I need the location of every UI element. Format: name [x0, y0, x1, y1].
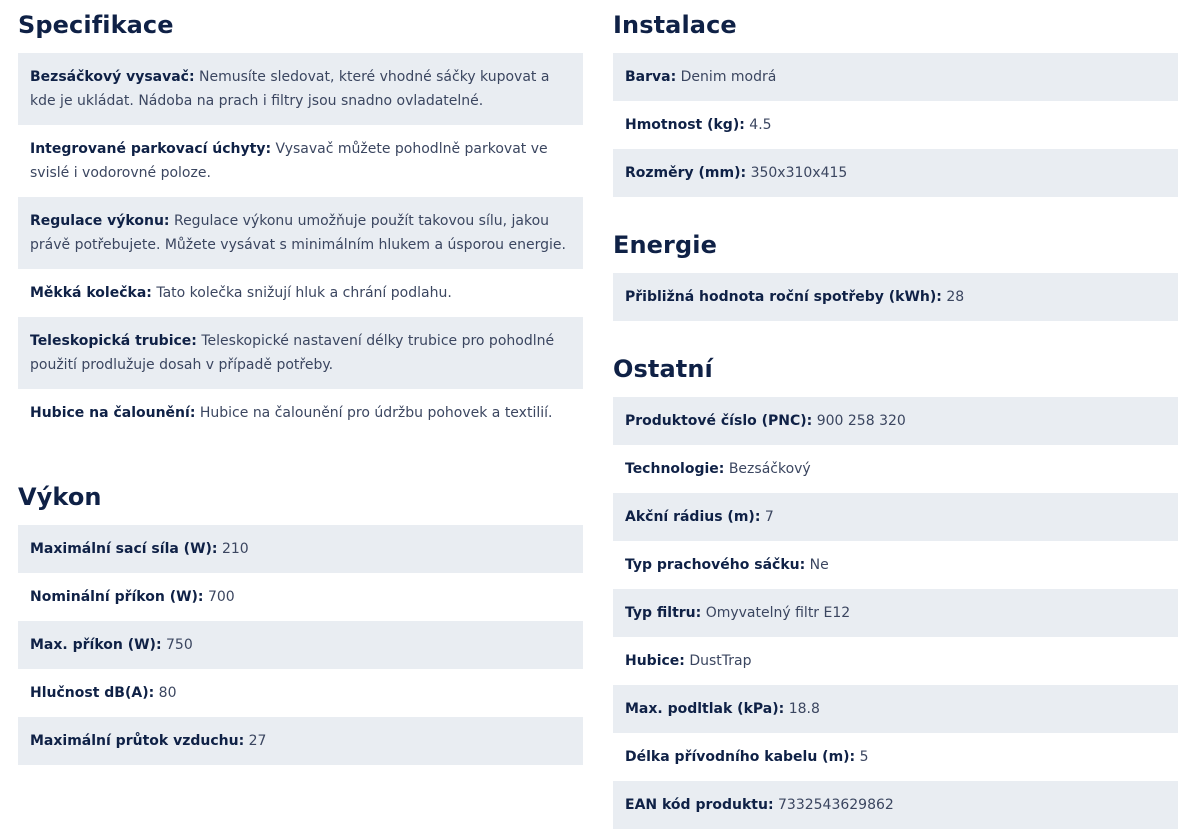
spec-value: Denim modrá [680, 69, 777, 85]
spec-key: Regulace výkonu: [30, 213, 170, 229]
spec-key: Hubice na čalounění: [30, 405, 196, 421]
spec-row [613, 149, 1178, 197]
spec-list-specifikace [18, 53, 583, 437]
section-title-instalace: Instalace [613, 11, 737, 39]
spec-value: 28 [946, 289, 965, 305]
spec-key: Přibližná hodnota roční spotřeby (kWh): [625, 289, 942, 305]
spec-row [613, 733, 1178, 781]
spec-row [18, 669, 583, 717]
spec-value: DustTrap [689, 653, 752, 669]
spec-list-ostatni [613, 397, 1178, 829]
spec-row [18, 389, 583, 437]
spec-row [613, 53, 1178, 101]
section-spacer [613, 321, 1178, 344]
spec-value: Tato kolečka snižují hluk a chrání podlahu. [156, 285, 452, 301]
spec-row [18, 197, 583, 269]
spec-key: Produktové číslo (PNC): [625, 413, 813, 429]
spec-value: 4.5 [749, 117, 772, 133]
spec-row [613, 781, 1178, 829]
spec-key: Max. podltlak (kPa): [625, 701, 785, 717]
spec-key: Hmotnost (kg): [625, 117, 745, 133]
right-column [613, 0, 1178, 829]
spec-row [18, 525, 583, 573]
spec-row [613, 101, 1178, 149]
spec-key: Typ filtru: [625, 605, 702, 621]
spec-key: Typ prachového sáčku: [625, 557, 806, 573]
spec-row [18, 125, 583, 197]
spec-row [613, 541, 1178, 589]
section-spacer [613, 197, 1178, 220]
spec-row [18, 53, 583, 125]
spec-key: Hubice: [625, 653, 685, 669]
spec-key: Teleskopická trubice: [30, 333, 197, 349]
spec-value: Vysavač můžete pohodlně parkovat ve svislé i vodorovné poloze. [30, 141, 548, 181]
spec-list-vykon [18, 525, 583, 765]
spec-key: Barva: [625, 69, 677, 85]
spec-row [18, 317, 583, 389]
spec-list-energie [613, 273, 1178, 321]
spec-value: 7 [764, 509, 774, 525]
spec-value: Nemusíte sledovat, které vhodné sáčky kupovat a kde je ukládat. Nádoba na prach i filtry jsou snadno ovladatelné. [30, 69, 550, 109]
spec-value: Omyvatelný filtr E12 [705, 605, 851, 621]
spec-value: 750 [166, 637, 193, 653]
section-title-energie: Energie [613, 231, 717, 259]
spec-key: Bezsáčkový vysavač: [30, 69, 195, 85]
spec-value: Ne [809, 557, 829, 573]
section-title-specifikace: Specifikace [18, 11, 174, 39]
spec-value: Regulace výkonu umožňuje použít takovou sílu, jakou právě potřebujete. Můžete vysávat s minimálním hlukem a úsporou energie. [30, 213, 566, 253]
spec-row [613, 445, 1178, 493]
spec-row [613, 493, 1178, 541]
spec-value: 80 [158, 685, 177, 701]
spec-row [18, 717, 583, 765]
spec-key: Akční rádius (m): [625, 509, 761, 525]
spec-value: 900 258 320 [816, 413, 906, 429]
spec-row [18, 573, 583, 621]
spec-key: Délka přívodního kabelu (m): [625, 749, 856, 765]
spec-value: Hubice na čalounění pro údržbu pohovek a textilií. [199, 405, 553, 421]
spec-value: Bezsáčkový [728, 461, 811, 477]
spec-row [18, 269, 583, 317]
spec-row [613, 273, 1178, 321]
section-title-vykon: Výkon [18, 483, 102, 511]
spec-value: 210 [221, 541, 249, 557]
spec-value: 350x310x415 [750, 165, 848, 181]
spec-row [613, 397, 1178, 445]
spec-key: Integrované parkovací úchyty: [30, 141, 272, 157]
spec-value: 27 [248, 733, 267, 749]
spec-row [613, 637, 1178, 685]
spec-key: Maximální sací síla (W): [30, 541, 218, 557]
spec-value: 5 [859, 749, 869, 765]
left-column [18, 0, 583, 765]
spec-row [18, 621, 583, 669]
section-title-ostatni: Ostatní [613, 355, 713, 383]
spec-row [613, 685, 1178, 733]
spec-value: Teleskopické nastavení délky trubice pro pohodlné použití prodlužuje dosah v případě potřeby. [30, 333, 555, 373]
spec-row [613, 589, 1178, 637]
spec-list-instalace [613, 53, 1178, 197]
spec-key: EAN kód produktu: [625, 797, 774, 813]
spec-key: Měkká kolečka: [30, 285, 152, 301]
spec-key: Maximální průtok vzduchu: [30, 733, 245, 749]
spec-key: Rozměry (mm): [625, 165, 747, 181]
spec-value: 18.8 [788, 701, 820, 717]
spec-value: 7332543629862 [778, 797, 894, 813]
spec-key: Nominální příkon (W): [30, 589, 204, 605]
spec-key: Technologie: [625, 461, 725, 477]
spec-value: 700 [207, 589, 235, 605]
spec-key: Max. příkon (W): [30, 637, 162, 653]
section-spacer [18, 437, 583, 472]
spec-key: Hlučnost dB(A): [30, 685, 155, 701]
